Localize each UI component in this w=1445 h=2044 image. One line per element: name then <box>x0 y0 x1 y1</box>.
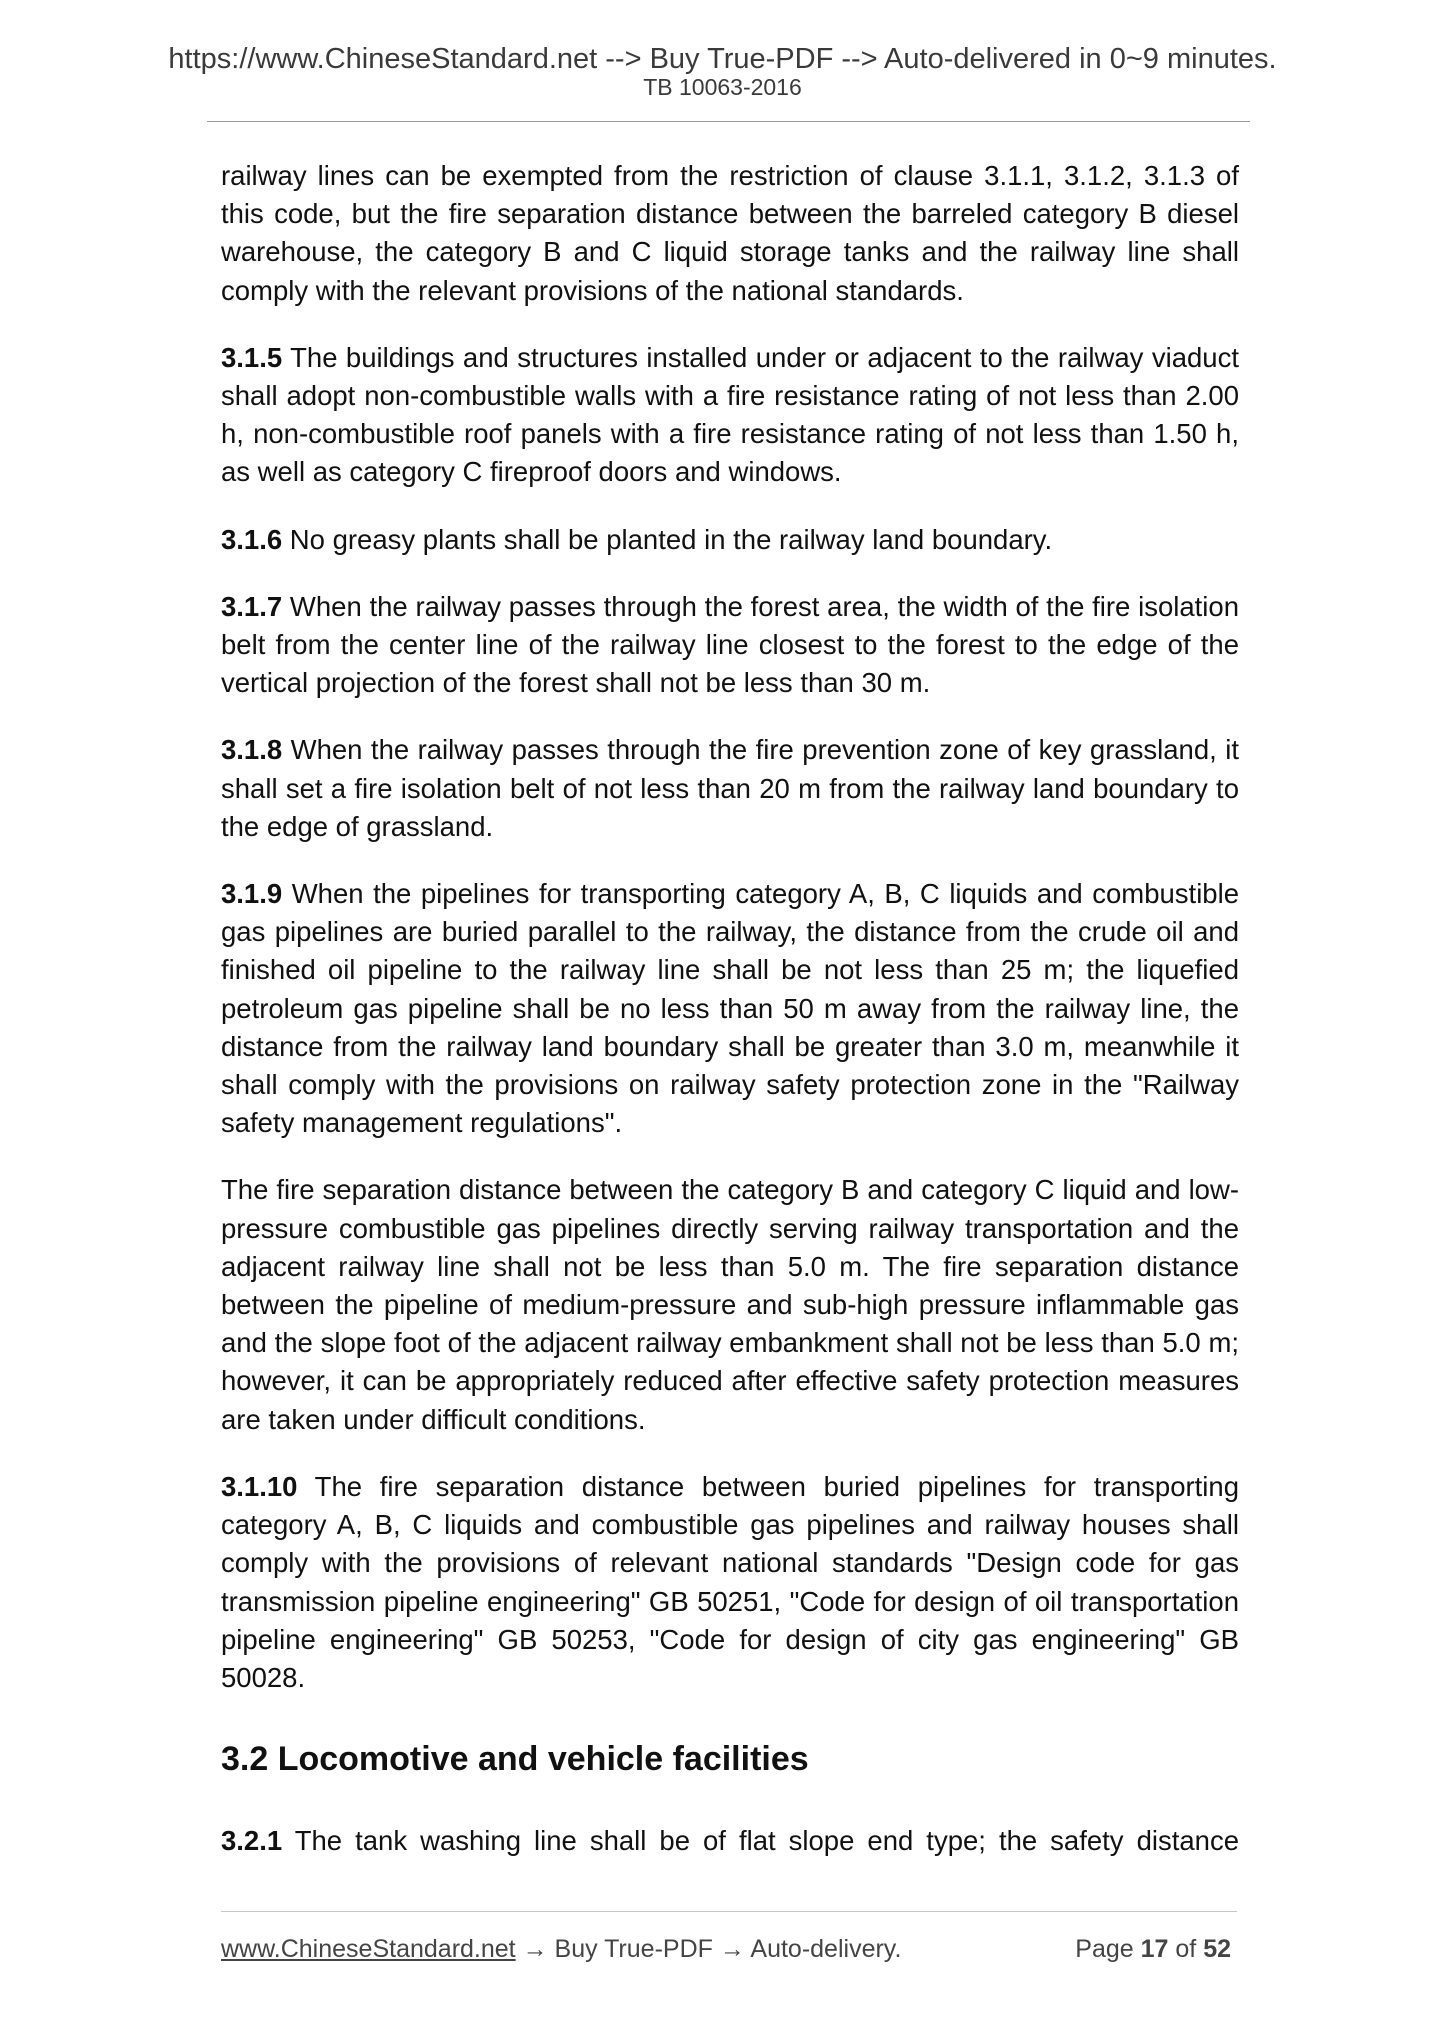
page-current: 17 <box>1140 1935 1169 1963</box>
section-heading-3-2: 3.2 Locomotive and vehicle facilities <box>221 1740 809 1779</box>
paragraph-continuation: railway lines can be exempted from the restriction of clause 3.1.1, 3.1.2, 3.1.3 of this code, but the fire separation distance between the barreled category B diesel warehouse, the category B and C liquid storage tanks and the railway line shall comply with the relevant provisions of the national standards. <box>221 160 1239 306</box>
page-label: Page <box>1075 1935 1141 1963</box>
page-number <box>1075 1932 1231 1966</box>
clause-number: 3.1.5 <box>221 341 283 373</box>
page-footer <box>221 1932 1237 1966</box>
clause-number: 3.1.7 <box>221 590 283 622</box>
header-divider <box>207 121 1250 122</box>
clause-3-1-6 <box>221 521 1239 559</box>
paragraph-fire-separation: The fire separation distance between the category B and category C liquid and low-pressure combustible gas pipelines directly serving railway transportation and the adjacent railway line shall not be less than 5.0 m. The fire separation distance between the pipeline of medium-pressure and sub-high pressure inflammable gas and the slope foot of the adjacent railway embankment shall not be less than 5.0 m; however, it can be appropriately reduced after effective safety protection measures are taken under difficult conditions. <box>221 1174 1239 1435</box>
top-banner[interactable]: https://www.ChineseStandard.net --> Buy True-PDF --> Auto-delivered in 0~9 minutes. <box>168 43 1277 75</box>
footer-site-link[interactable]: www.ChineseStandard.net <box>221 1935 516 1963</box>
clause-text: When the railway passes through the fire prevention zone of key grassland, it shall set a fire isolation belt of not less than 20 m from the railway land boundary to the edge of grassland. <box>221 734 1239 842</box>
footer-promo <box>221 1932 901 1966</box>
clause-text: When the pipelines for transporting category A, B, C liquids and combustible gas pipelines are buried parallel to the railway, the distance from the crude oil and finished oil pipeline to the railway line shall be not less than 25 m; the liquefied petroleum gas pipeline shall be no less than 50 m away from the railway line, the distance from the railway land boundary shall be greater than 3.0 m, meanwhile it shall comply with the provisions on railway safety protection zone in the "Railway safety management regulations". <box>221 878 1239 1139</box>
page-total: 52 <box>1203 1935 1231 1963</box>
clause-3-1-8 <box>221 731 1239 846</box>
clause-3-1-5 <box>221 339 1239 492</box>
clause-number: 3.1.6 <box>221 523 283 555</box>
document-code: TB 10063-2016 <box>643 74 802 100</box>
footer-promo-text: → Buy True-PDF → Auto-delivery. <box>515 1935 902 1963</box>
clause-3-1-7 <box>221 588 1239 703</box>
clause-text: The fire separation distance between buried pipelines for transporting category A, B, C liquids and combustible gas pipelines and railway houses shall comply with the provisions of relevant national standards "Design code for gas transmission pipeline engineering" GB 50251, "Code for design of oil transportation pipeline engineering" GB 50253, "Code for design of city gas engineering" GB 50028. <box>221 1470 1239 1693</box>
footer-divider <box>221 1911 1237 1912</box>
clause-number: 3.1.8 <box>221 734 283 766</box>
clause-number: 3.1.9 <box>221 878 283 910</box>
clause-text: No greasy plants shall be planted in the railway land boundary. <box>282 523 1053 555</box>
clause-text: When the railway passes through the forest area, the width of the fire isolation belt from the center line of the railway line closest to the forest to the edge of the vertical projection of the forest shall not be less than 30 m. <box>221 590 1239 699</box>
clause-number: 3.2.1 <box>221 1825 283 1857</box>
clause-text: The tank washing line shall be of flat slope end type; the safety distance <box>282 1825 1239 1857</box>
clause-3-1-9 <box>221 875 1239 1142</box>
clause-number: 3.1.10 <box>221 1470 298 1502</box>
page-of-label: of <box>1168 1935 1204 1963</box>
clause-3-2-1 <box>221 1822 1239 1860</box>
page-body <box>221 157 1239 1860</box>
clause-text: The buildings and structures installed under or adjacent to the railway viaduct shall adopt non-combustible walls with a fire resistance rating of not less than 2.00 h, non-combustible roof panels with a fire resistance rating of not less than 1.50 h, as well as category C fireproof doors and windows. <box>221 341 1239 488</box>
clause-3-1-10 <box>221 1468 1239 1697</box>
